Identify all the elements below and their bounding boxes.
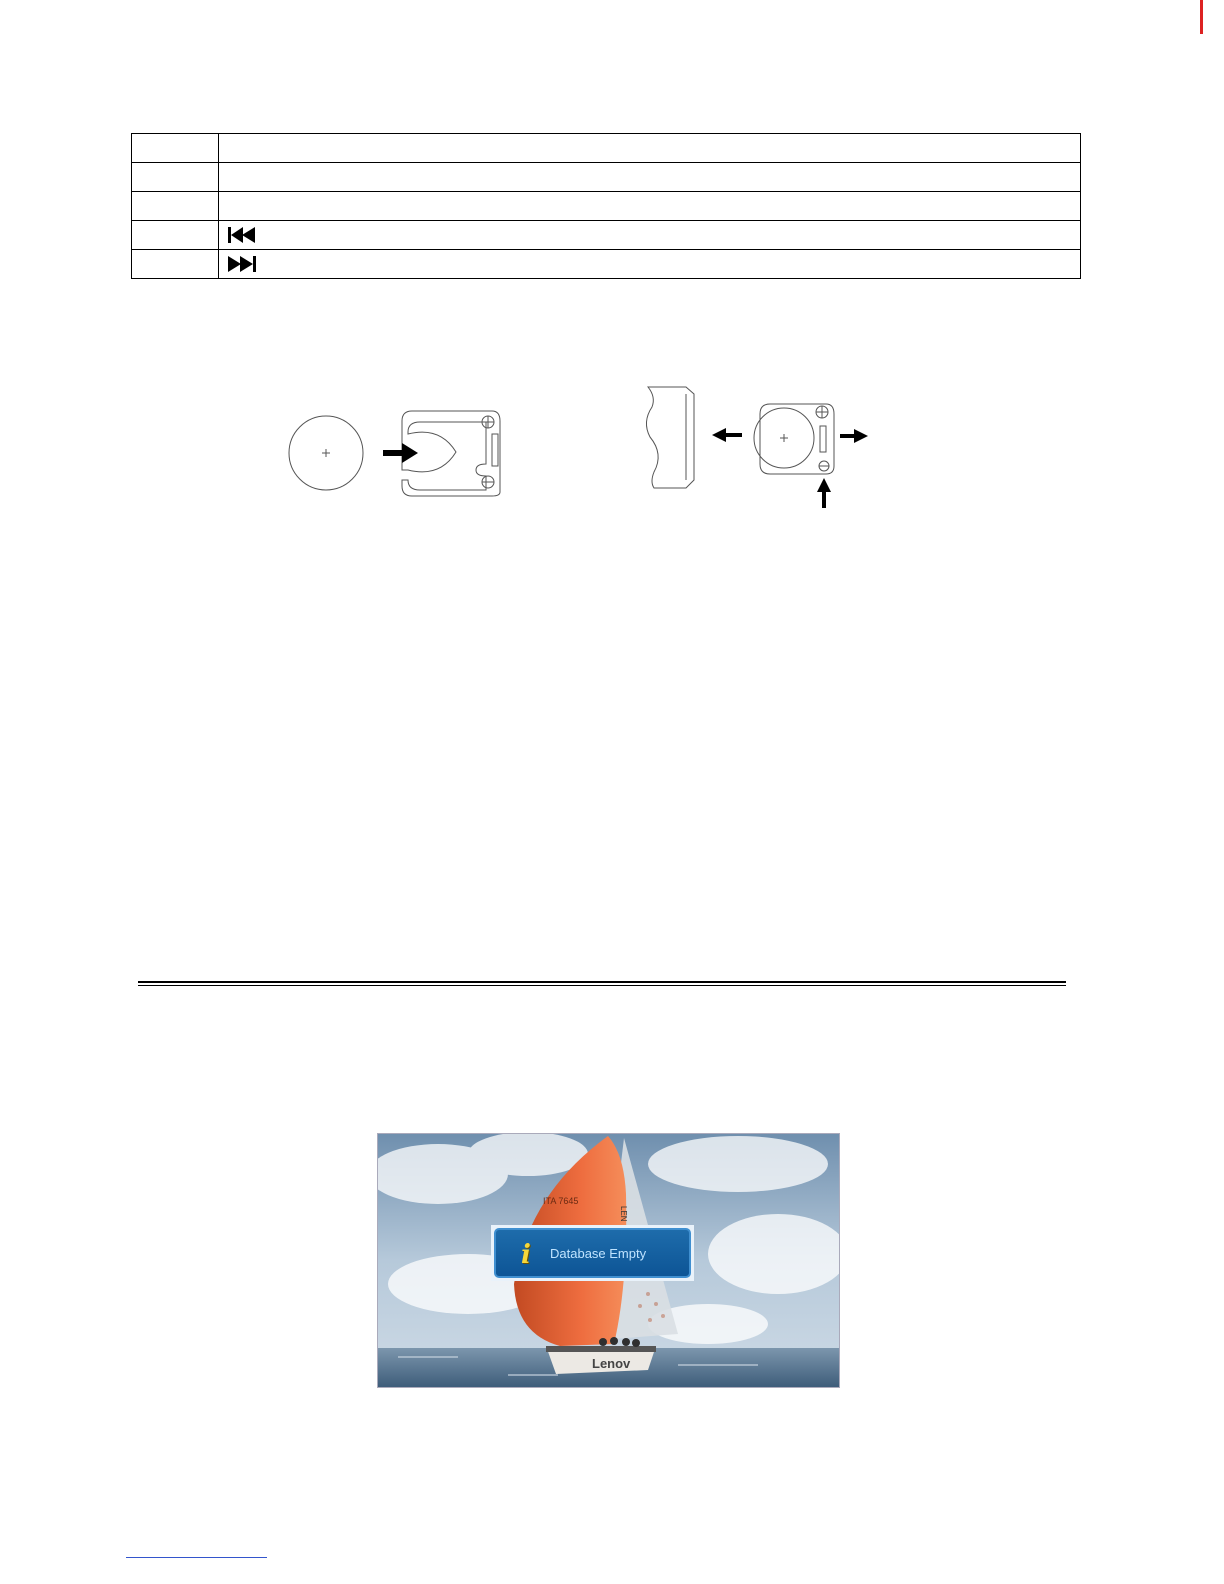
info-dialog-body bbox=[494, 1228, 691, 1278]
info-icon: i bbox=[521, 1240, 531, 1270]
key-number-cell bbox=[132, 221, 219, 250]
table-row bbox=[132, 163, 1081, 192]
table-row bbox=[132, 134, 1081, 163]
push-up-arrow-icon bbox=[822, 490, 826, 508]
footnote-link-underline bbox=[126, 1557, 267, 1558]
section-divider bbox=[138, 981, 1066, 983]
skip-forward-icon bbox=[227, 255, 257, 273]
table-row bbox=[132, 221, 1081, 250]
remote-key-table bbox=[131, 133, 1081, 279]
key-function-cell bbox=[219, 221, 1081, 250]
key-number-cell bbox=[132, 192, 219, 221]
insert-arrow-icon bbox=[383, 450, 405, 456]
sail-number-label: ITA 7645 bbox=[543, 1196, 579, 1206]
key-number-cell bbox=[132, 134, 219, 163]
key-function-cell bbox=[219, 250, 1081, 279]
sail-side-label: LEN bbox=[619, 1206, 628, 1222]
tv-screen-photo bbox=[377, 1133, 840, 1388]
table-row bbox=[132, 250, 1081, 279]
remote-end-icon bbox=[646, 387, 694, 488]
key-function-cell bbox=[219, 192, 1081, 221]
key-function-cell bbox=[219, 163, 1081, 192]
dialog-message: Database Empty bbox=[550, 1246, 647, 1261]
info-dialog[interactable] bbox=[491, 1225, 694, 1281]
skip-back-icon bbox=[227, 226, 257, 244]
push-right-arrow-icon bbox=[840, 434, 856, 438]
page-edge-marker bbox=[1200, 0, 1203, 34]
table-row bbox=[132, 192, 1081, 221]
battery-replacement-diagram bbox=[280, 382, 880, 510]
key-number-cell bbox=[132, 250, 219, 279]
key-function-cell bbox=[219, 134, 1081, 163]
hull-brand-label: Lenov bbox=[592, 1356, 631, 1371]
section-divider-thin bbox=[138, 985, 1066, 986]
slide-out-arrow-icon bbox=[724, 433, 742, 437]
key-number-cell bbox=[132, 163, 219, 192]
battery-holder-loaded-icon bbox=[760, 404, 834, 474]
